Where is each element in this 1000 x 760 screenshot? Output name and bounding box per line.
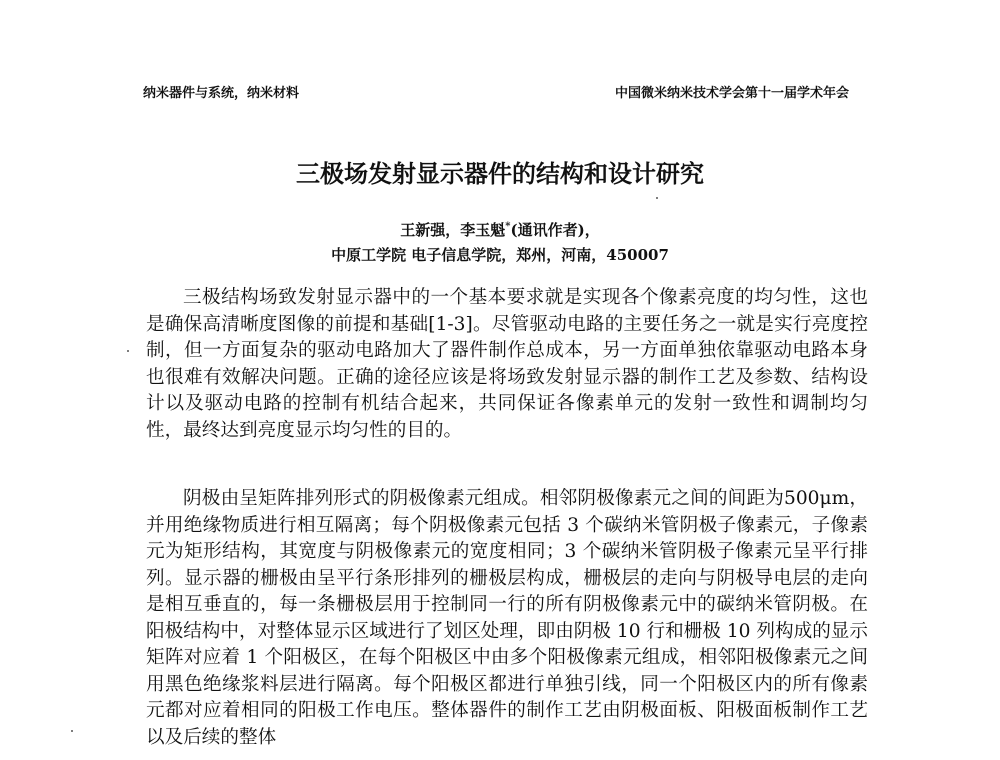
- corresponding-author-mark: *: [505, 221, 511, 232]
- author-line: [0, 216, 1000, 241]
- scan-speck: [656, 197, 658, 199]
- body-paragraph: 三极结构场致发射显示器中的一个基本要求就是实现各个像素亮度的均匀性，这也是确保高清晰度图像的前提和基础[1-3]。尽管驱动电路的主要任务之一就是实行亮度控制，但一方面复杂的驱动电路加大了器件制作总成本，另一方面单独依靠驱动电路本身也很难有效解决问题。正确的途径应该是将场致发射显示器的制作工艺及参数、结构设计以及驱动电路的控制有机结合起来，共同保证各像素单元的发射一致性和调制均匀性，最终达到亮度显示均匀性的目的。: [146, 287, 868, 441]
- author-names: 王新强，李玉魁: [400, 221, 506, 239]
- body-paragraph: 阴极由呈矩阵排列形式的阴极像素元组成。相邻阴极像素元之间的间距为500μm，并用绝缘物质进行相互隔离；每个阴极像素元包括 3 个碳纳米管阴极子像素元，子像素元为矩形结构，其宽度与阴极像素元的宽度相同；3 个碳纳米管阴极子像素元呈平行排列。显示器的栅极由呈平行条形排列的栅极层构成，栅极层的走向与阴极导电层的走向是相互垂直的，每一条栅极层用于控制同一行的所有阴极像素元中的碳纳米管阴极。在阳极结构中，对整体显示区域进行了划区处理，即由阴极 10 行和栅极 10 列构成的显示矩阵对应着 1 个阳极区，在每个阳极区中由多个阳极像素元组成，相邻阳极像素元之间用黑色绝缘浆料层进行隔离。每个阳极区都进行单独引线，同一个阳极区内的所有像素元都对应着相同的阳极工作电压。整体器件的制作工艺由阴极面板、阳极面板制作工艺以及后续的整体: [146, 488, 868, 748]
- affiliation: 中原工学院 电子信息学院，郑州，河南，450007: [331, 246, 669, 264]
- corresponding-author-note: (通讯作者)，: [510, 221, 600, 239]
- paper-title: 三极场发射显示器件的结构和设计研究: [296, 160, 704, 188]
- running-header: [143, 84, 849, 104]
- header-topic: 纳米器件与系统，纳米材料: [143, 86, 300, 101]
- scan-speck: [71, 730, 73, 732]
- scan-speck: [127, 350, 129, 352]
- header-conference: 中国微米纳米技术学会第十一届学术年会: [614, 86, 849, 101]
